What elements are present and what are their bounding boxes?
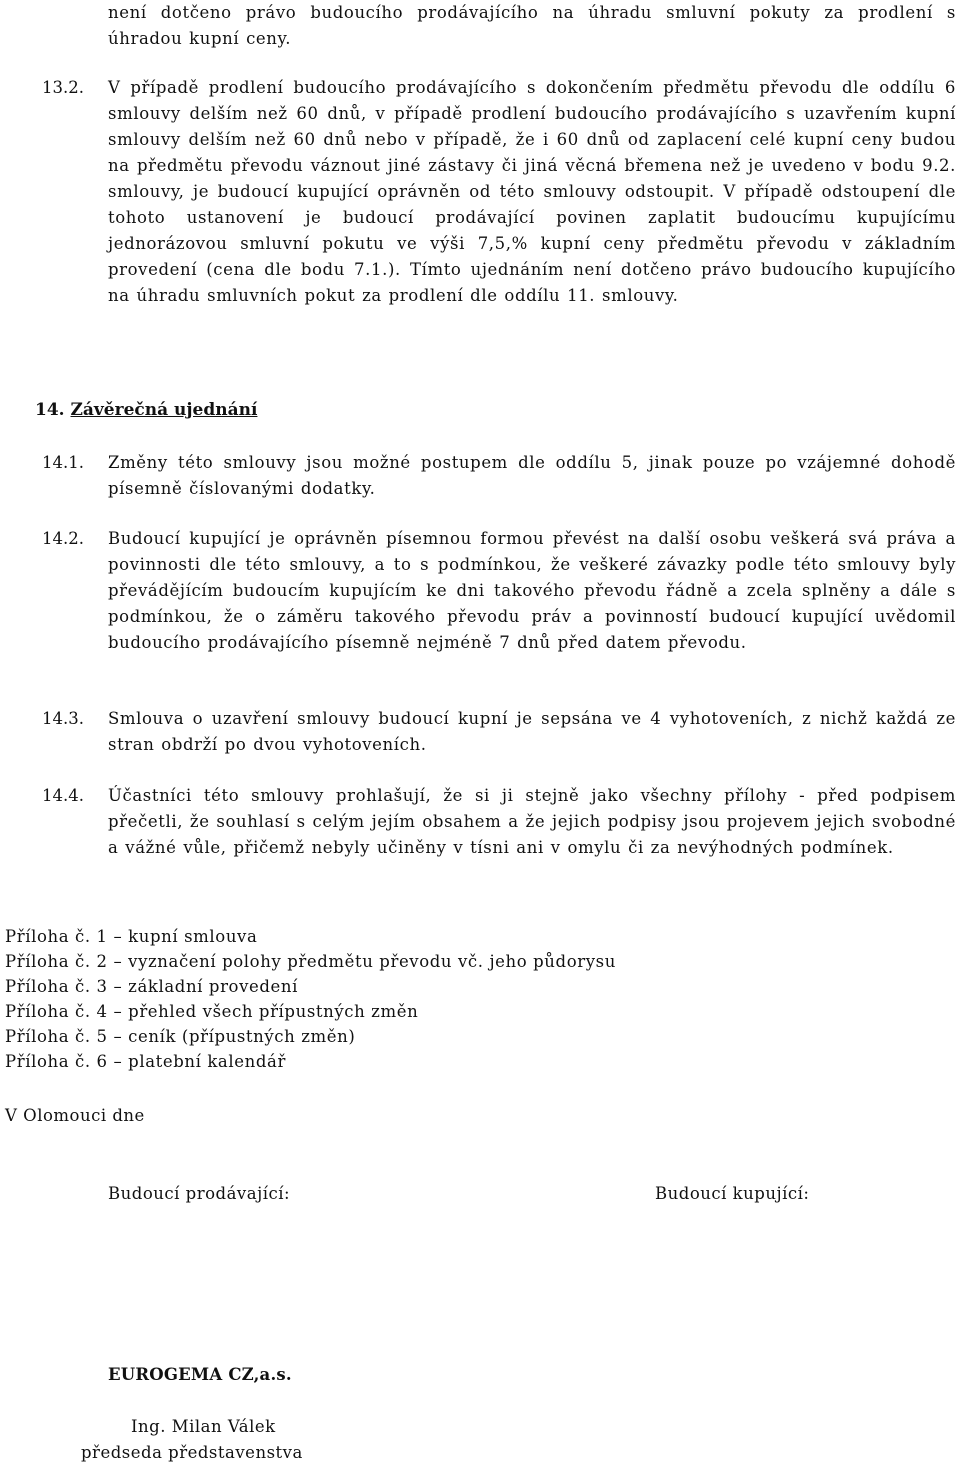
item-number-14-3: 14.3. <box>42 709 84 728</box>
item-text-14-4: Účastníci této smlouvy prohlašují, že si ji stejně jako všechny přílohy - před podpisem přečetli, že souhlasí s celým jejím obsahem a že jejich podpisy jsou projevem jejich svobodné a vážné vůle, přičemž nebyly učiněny v tísni ani v omylu či za nevýhodných podmínek. <box>108 786 956 857</box>
intro-tail-paragraph: není dotčeno právo budoucího prodávajícího na úhradu smluvní pokuty za prodlení s úhradou kupní ceny. <box>108 3 956 48</box>
section-heading-14 <box>35 397 257 423</box>
item-number-13-2: 13.2. <box>42 78 84 97</box>
item-number-14-2: 14.2. <box>42 529 84 548</box>
place-date-line: V Olomouci dne <box>5 1106 145 1125</box>
item-text-13-2: V případě prodlení budoucího prodávajícího s dokončením předmětu převodu dle oddílu 6 smlouvy delším než 60 dnů, v případě prodlení budoucího prodávajícího s uzavřením kupní smlouvy delším než 60 dnů nebo v případě, že i 60 dnů od zaplacení celé kupní ceny budou na předmětu převodu váznout jiné zástavy či jiná věcná břemena než je uvedeno v bodu 9.2. smlouvy, je budoucí kupující oprávněn od této smlouvy odstoupit. V případě odstoupení dle tohoto ustanovení je budoucí prodávající povinen zaplatit budoucímu kupujícímu jednorázovou smluvní pokutu ve výši 7,5,% kupní ceny předmětu převodu v základním provedení (cena dle bodu 7.1.). Tímto ujednáním není dotčeno právo budoucího kupujícího na úhradu smluvních pokut za prodlení dle oddílu 11. smlouvy. <box>108 78 956 305</box>
item-text-14-2: Budoucí kupující je oprávněn písemnou formou převést na další osobu veškerá svá práva a povinnosti dle této smlouvy, a to s podmínkou, že veškeré závazky podle této smlouvy byly převádějícím budoucím kupujícím ke dni takového převodu řádně a zcela splněny a dále s podmínkou, že o záměru takového převodu práv a povinností budoucí kupující uvědomil budoucího prodávajícího písemně nejméně 7 dnů před datem převodu. <box>108 529 956 652</box>
section-number: 14. <box>35 400 65 420</box>
signatory-name: Ing. Milan Válek <box>131 1417 276 1436</box>
annex-item-4: Příloha č. 4 – přehled všech přípustných změn <box>5 1002 419 1021</box>
signatory-role: předseda představenstva <box>81 1443 303 1462</box>
item-text-14-1: Změny této smlouvy jsou možné postupem dle oddílu 5, jinak pouze po vzájemné dohodě písemně číslovanými dodatky. <box>108 453 956 498</box>
annex-item-1: Příloha č. 1 – kupní smlouva <box>5 927 258 946</box>
item-number-14-4: 14.4. <box>42 786 84 805</box>
company-name: EUROGEMA CZ,a.s. <box>108 1365 292 1384</box>
seller-signature-label: Budoucí prodávající: <box>108 1184 291 1203</box>
annex-item-5: Příloha č. 5 – ceník (přípustných změn) <box>5 1027 356 1046</box>
section-title: Závěrečná ujednání <box>70 400 258 420</box>
buyer-signature-label: Budoucí kupující: <box>655 1184 810 1203</box>
item-text-14-3: Smlouva o uzavření smlouvy budoucí kupní je sepsána ve 4 vyhotoveních, z nichž každá ze stran obdrží po dvou vyhotoveních. <box>108 709 956 754</box>
annex-item-3: Příloha č. 3 – základní provedení <box>5 977 299 996</box>
annex-item-6: Příloha č. 6 – platební kalendář <box>5 1052 286 1071</box>
item-number-14-1: 14.1. <box>42 453 84 472</box>
annex-item-2: Příloha č. 2 – vyznačení polohy předmětu převodu vč. jeho půdorysu <box>5 952 616 971</box>
